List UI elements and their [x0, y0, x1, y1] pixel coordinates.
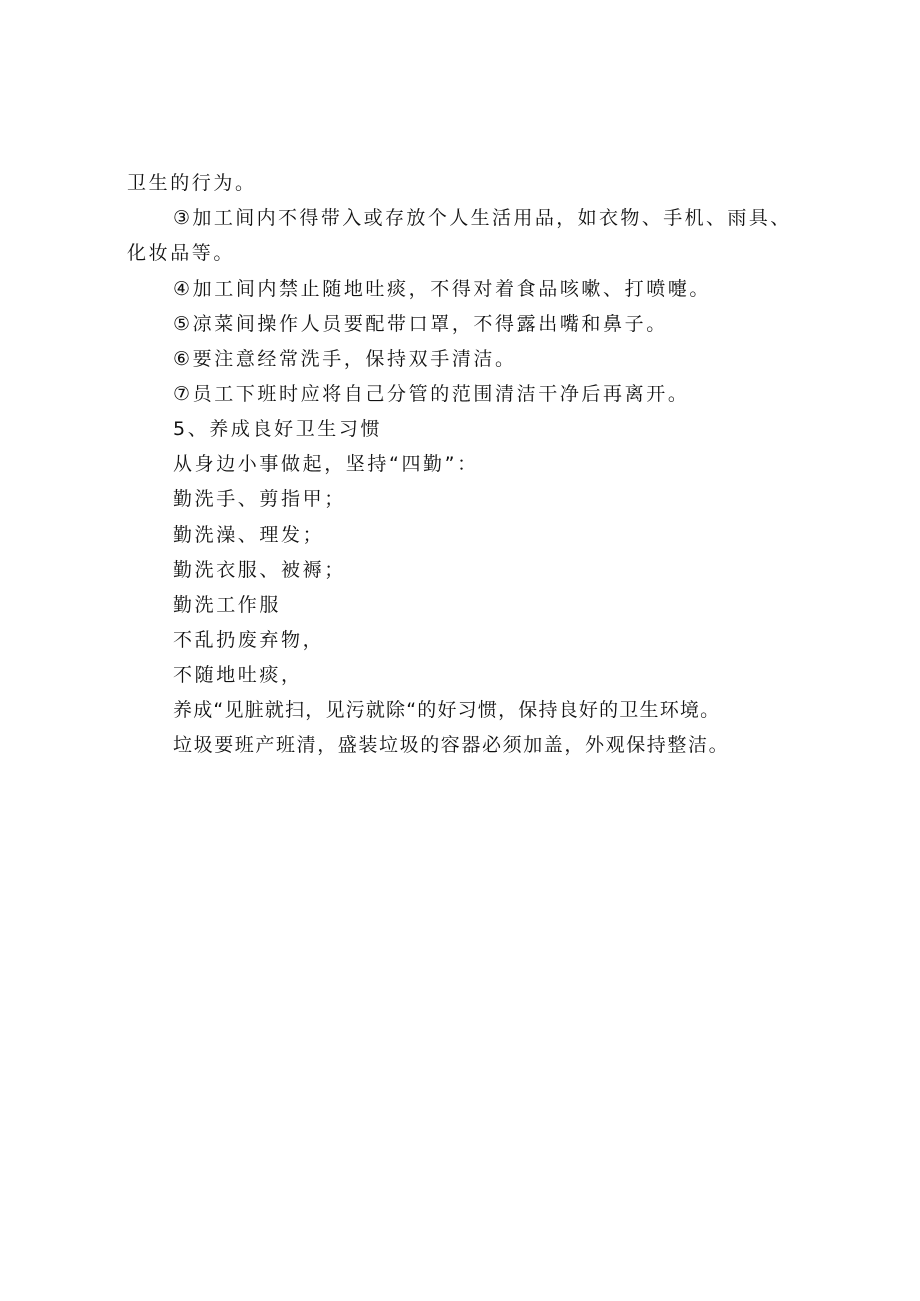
rule-item-6: ⑥要注意经常洗手，保持双手清洁。	[173, 348, 517, 370]
habit-item-1: 勤洗手、剪指甲；	[173, 488, 346, 510]
rule-item-4: ④加工间内禁止随地吐痰，不得对着食品咳嗽、打喷嚏。	[173, 278, 712, 300]
habit-item-4: 勤洗工作服	[173, 594, 282, 616]
habit-item-5: 不乱扔废弃物，	[173, 629, 325, 651]
garbage-rule: 垃圾要班产班清，盛装垃圾的容器必须加盖，外观保持整洁。	[173, 734, 730, 756]
habit-summary: 养成“见脏就扫，见污就除“的好习惯，保持良好的卫生环境。	[173, 699, 721, 721]
rule-item-3: ③加工间内不得带入或存放个人生活用品，如衣物、手机、雨具、	[173, 207, 792, 229]
section-intro: 从身边小事做起，坚持“四勤”：	[173, 453, 479, 475]
rule-item-3-continuation: 化妆品等。	[127, 242, 236, 264]
habit-item-2: 勤洗澡、理发；	[173, 524, 325, 546]
habit-item-3: 勤洗衣服、被褥；	[173, 559, 346, 581]
section-heading-5: 5、养成良好卫生习惯	[173, 418, 383, 440]
rule-item-5: ⑤凉菜间操作人员要配带口罩，不得露出嘴和鼻子。	[173, 313, 668, 335]
paragraph-continuation: 卫生的行为。	[127, 172, 257, 194]
rule-item-7: ⑦员工下班时应将自己分管的范围清洁干净后再离开。	[173, 383, 690, 405]
habit-item-6: 不随地吐痰，	[173, 664, 303, 686]
